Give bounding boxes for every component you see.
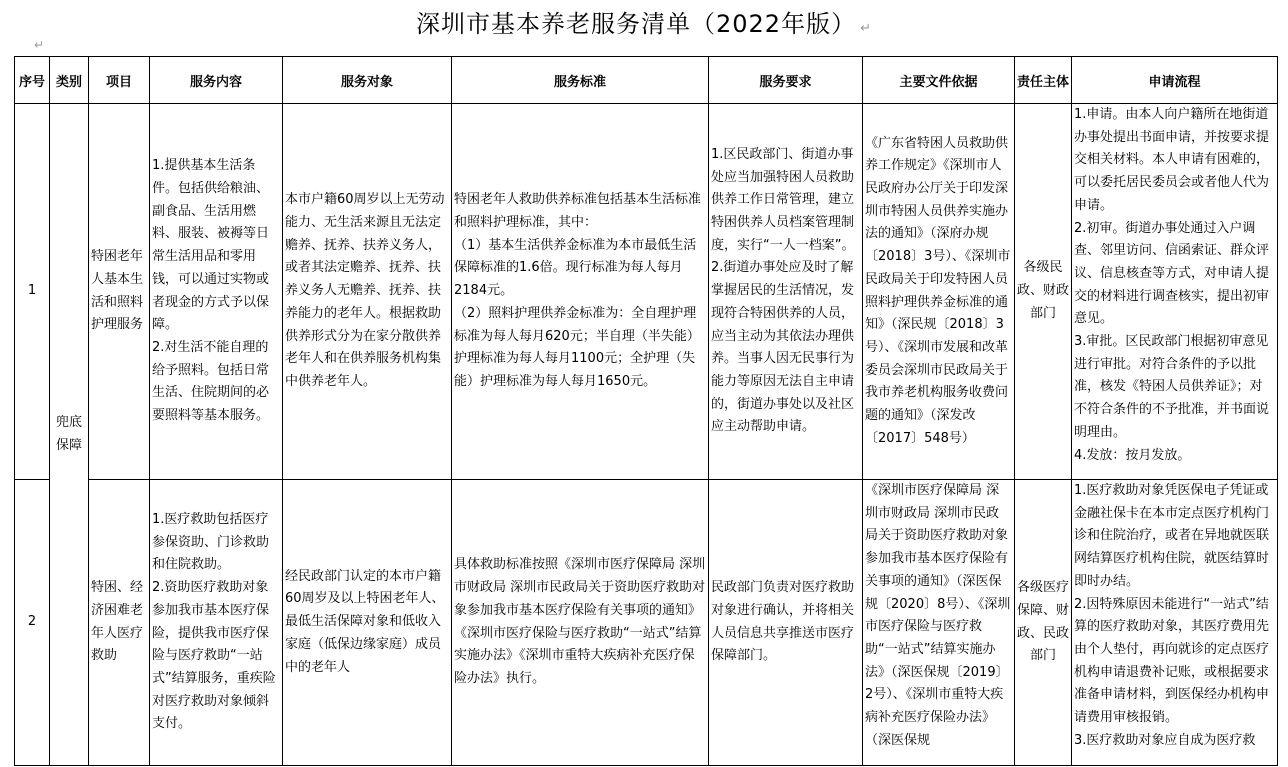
title-text: 深圳市基本养老服务清单（2022年版）	[416, 10, 857, 38]
content-cell: 1.医疗救助包括医疗参保资助、门诊救助和住院救助。 2.资助医疗救助对象参加我市基本医疗保险，提供我市医疗保险与医疗救助“一站式”结算服务，重疾险对医疗救助对象倾斜支付。	[150, 480, 283, 766]
standard-cell: 特困老年人救助供养标准包括基本生活标准和照料护理标准，其中： （1）基本生活供养金标准为本市最低生活保障标准的1.6倍。现行标准为每人每月2184元。 （2）照料护理供养金标准为：全自理护理标准为每人每月620元；半自理（半失能）护理标准为每人每月1100元；全护理（失能）护理标准为每人每月1650元。	[452, 104, 709, 480]
header-cell: 申请流程	[1072, 57, 1278, 104]
header-cell: 类别	[50, 57, 89, 104]
category-cell: 兜底保障	[50, 104, 89, 766]
basis-cell: 《广东省特困人员救助供养工作规定》《深圳市人民政府办公厅关于印发深圳市特困人员供养实施办法的通知》（深府办规〔2018〕3号）、《深圳市民政局关于印发特困人员照料护理供养金标准的通知》（深民规〔2018〕3号）、《深圳市发展和改革委员会深圳市民政局关于我市养老机构服务收费问题的通知》（深发改〔2017〕548号）	[863, 104, 1015, 480]
content-cell: 1.提供基本生活条件。包括供给粮油、副食品、生活用燃料、服装、被褥等日常生活用品和零用钱，可以通过实物或者现金的方式予以保障。 2.对生活不能自理的给予照料。包括日常生活、住院期间的必要照料等基本服务。	[150, 104, 283, 480]
process-cell: 1.申请。由本人向户籍所在地街道办事处提出书面申请，并按要求提交相关材料。本人申请有困难的，可以委托居民委员会或者他人代为申请。 2.初审。街道办事处通过入户调查、邻里访问、信函索证、群众评议、信息核查等方式，对申请人提交的材料进行调查核实，提出初审意见。 3.审批。区民政部门根据初审意见进行审批。对符合条件的予以批准，核发《特困人员供养证》；对不符合条件的不予批准，并书面说明理由。 4.发放：按月发放。	[1072, 104, 1278, 480]
requirement-cell: 1.区民政部门、街道办事处应当加强特困人员救助供养工作日常管理，建立特困供养人员档案管理制度，实行“一人一档案”。 2.街道办事处应及时了解掌握居民的生活情况，发现符合特困供养的人员，应当主动为其依法办理供养。当事人因无民事行为能力等原因无法自主申请的，街道办事处以及社区应主动帮助申请。	[709, 104, 863, 480]
responsible-cell: 各级医疗保障、财政、民政部门	[1015, 480, 1072, 766]
target-cell: 经民政部门认定的本市户籍60周岁及以上特困老年人、最低生活保障对象和低收入家庭（低保边缘家庭）成员中的老年人	[283, 480, 452, 766]
row-number: 1	[15, 104, 50, 480]
paragraph-mark-icon: ↵	[34, 38, 45, 52]
header-cell: 服务对象	[283, 57, 452, 104]
project-cell: 特困老年人基本生活和照料护理服务	[89, 104, 150, 480]
target-cell: 本市户籍60周岁以上无劳动能力、无生活来源且无法定赡养、抚养、扶养义务人，或者其法定赡养、抚养、扶养义务人无赡养、抚养、扶养能力的老年人。根据救助供养形式分为在家分散供养老年人和在供养服务机构集中供养老年人。	[283, 104, 452, 480]
basis-cell: 《深圳市医疗保障局 深圳市财政局 深圳市民政局关于资助医疗救助对象参加我市基本医疗保险有关事项的通知》（深医保规〔2020〕8号）、《深圳市医疗保险与医疗救助“一站式”结算实施办法》（深医保规〔2019〕2号）、《深圳市重特大疾病补充医疗保险办法》（深医保规	[863, 480, 1015, 766]
service-list-table	[14, 56, 1278, 766]
header-cell: 服务内容	[150, 57, 283, 104]
table-row	[15, 104, 1278, 480]
requirement-cell: 民政部门负责对医疗救助对象进行确认，并将相关人员信息共享推送市医疗保障部门。	[709, 480, 863, 766]
table-row	[15, 480, 1278, 766]
responsible-cell: 各级民政、财政部门	[1015, 104, 1072, 480]
header-cell: 责任主体	[1015, 57, 1072, 104]
header-cell: 服务标准	[452, 57, 709, 104]
process-cell: 1.医疗救助对象凭医保电子凭证或金融社保卡在本市定点医疗机构门诊和住院治疗，或者在异地就医联网结算医疗机构住院，就医结算时即时办结。 2.因特殊原因未能进行“一站式”结算的医疗救助对象，其医疗费用先由个人垫付，再向就诊的定点医疗机构申请退费补记账，或根据要求准备申请材料，到医保经办机构申请费用审核报销。 3.医疗救助对象应自成为医疗救	[1072, 480, 1278, 766]
header-cell: 序号	[15, 57, 50, 104]
row-number: 2	[15, 480, 50, 766]
header-cell: 主要文件依据	[863, 57, 1015, 104]
project-cell: 特困、经济困难老年人医疗救助	[89, 480, 150, 766]
page-title	[0, 4, 1288, 39]
table-header-row	[15, 57, 1278, 104]
standard-cell: 具体救助标准按照《深圳市医疗保障局 深圳市财政局 深圳市民政局关于资助医疗救助对象参加我市基本医疗保险有关事项的通知》《深圳市医疗保险与医疗救助“一站式”结算实施办法》《深圳市重特大疾病补充医疗保险办法》执行。	[452, 480, 709, 766]
header-cell: 项目	[89, 57, 150, 104]
paragraph-mark-icon: ↵	[860, 21, 872, 36]
header-cell: 服务要求	[709, 57, 863, 104]
